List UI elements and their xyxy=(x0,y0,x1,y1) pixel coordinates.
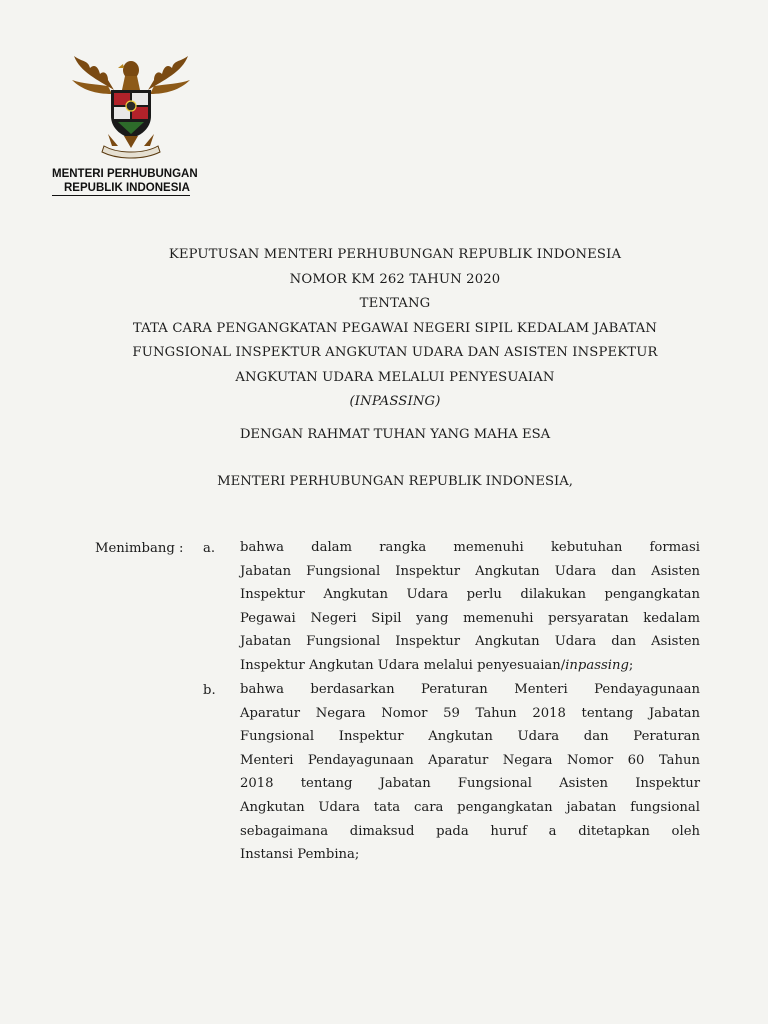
decree-subject-line-3: ANGKUTAN UDARA MELALUI PENYESUAIAN xyxy=(235,369,555,385)
considering-label: Menimbang : xyxy=(95,541,184,556)
ministry-name: MENTERI PERHUBUNGAN xyxy=(52,168,198,180)
item-a-line: Inspektur Angkutan Udara melalui penyesuaian/ xyxy=(240,657,566,673)
item-a-line: bahwa dalam rangka memenuhi kebutuhan formasi xyxy=(240,540,700,555)
item-b-line: Menteri Pendayagunaan Aparatur Negara Nomor 60 Tahun xyxy=(240,752,700,768)
decree-title xyxy=(60,243,730,415)
ministry-header xyxy=(52,167,198,196)
item-a-line: Inspektur Angkutan Udara perlu dilakukan pengangkatan xyxy=(240,587,700,603)
item-a-last-line xyxy=(240,654,700,678)
ministry-country: REPUBLIK INDONESIA xyxy=(52,181,190,196)
decree-number: NOMOR KM 262 TAHUN 2020 xyxy=(289,271,501,287)
item-letter-a: a. xyxy=(203,541,216,556)
item-b-line: 2018 tentang Jabatan Fungsional Asisten Inspektur xyxy=(240,776,700,792)
item-a-line: Jabatan Fungsional Inspektur Angkutan Udara dan Asisten xyxy=(240,634,700,650)
inpassing-term: inpassing xyxy=(565,657,629,673)
item-a-line: Jabatan Fungsional Inspektur Angkutan Udara dan Asisten xyxy=(240,563,700,579)
item-a-punct: ; xyxy=(628,657,634,673)
decree-about: TENTANG xyxy=(359,296,431,311)
item-b-line: Angkutan Udara tata cara pengangkatan jabatan fungsional xyxy=(240,799,700,815)
item-a-line: Pegawai Negeri Sipil yang memenuhi persyaratan kedalam xyxy=(240,610,700,626)
minister-statement: MENTERI PERHUBUNGAN REPUBLIK INDONESIA, xyxy=(217,474,573,489)
item-b-line: bahwa berdasarkan Peraturan Menteri Pendayagunaan xyxy=(240,682,700,697)
garuda-pancasila-emblem-icon xyxy=(68,50,194,160)
decree-subject-line-1: TATA CARA PENGANGKATAN PEGAWAI NEGERI SIPIL KEDALAM JABATAN xyxy=(132,320,658,336)
item-b-line: Fungsional Inspektur Angkutan Udara dan Peraturan xyxy=(240,729,700,745)
decree-subject-line-4: (INPASSING) xyxy=(349,394,441,409)
item-b-line: Instansi Pembina; xyxy=(240,847,360,863)
considering-item-b xyxy=(240,678,700,867)
item-b-line: sebagaimana dimaksud pada huruf a ditetapkan oleh xyxy=(240,823,700,839)
item-b-line: Aparatur Negara Nomor 59 Tahun 2018 tentang Jabatan xyxy=(240,705,700,721)
grace-statement: DENGAN RAHMAT TUHAN YANG MAHA ESA xyxy=(239,427,551,442)
decree-subject-line-2: FUNGSIONAL INSPEKTUR ANGKUTAN UDARA DAN ASISTEN INSPEKTUR xyxy=(132,345,658,360)
considering-item-a xyxy=(240,536,700,678)
decree-heading: KEPUTUSAN MENTERI PERHUBUNGAN REPUBLIK INDONESIA xyxy=(168,247,622,262)
item-letter-b: b. xyxy=(203,683,216,698)
